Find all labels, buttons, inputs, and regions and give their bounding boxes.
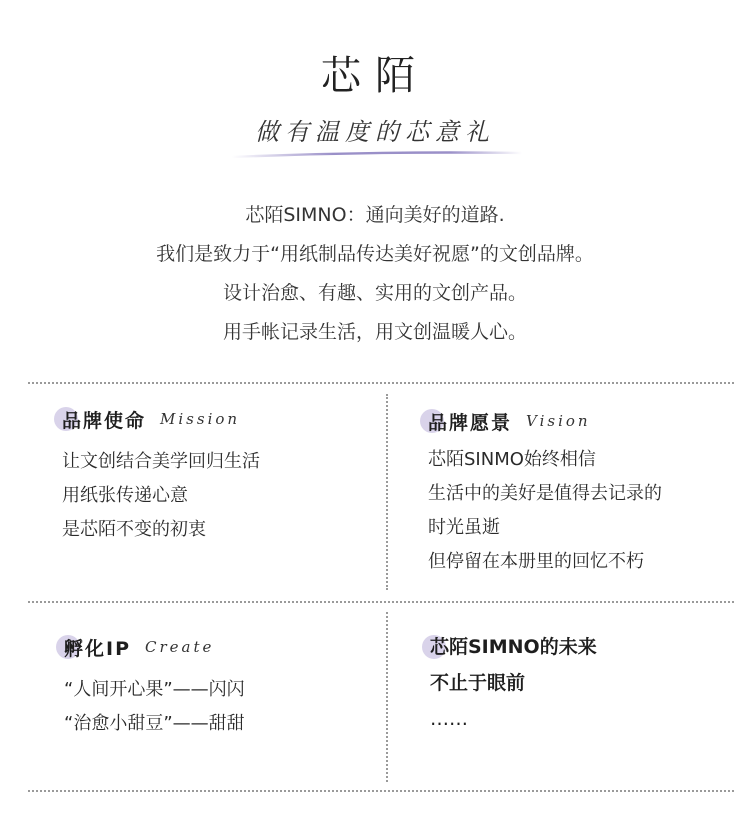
create-text [64,673,245,741]
vision-title: 品牌愿景 [428,411,513,434]
divider-bottom [28,790,734,792]
future-line: 不止于眼前 [430,672,526,694]
brand-intro [0,196,750,352]
future-ellipsis: …… [430,708,468,730]
mission-line: 是芯陌不变的初衷 [62,519,206,540]
create-subtitle: Create [145,638,215,656]
mission-text [62,445,260,547]
vision-line: 时光虽逝 [428,517,500,538]
create-title: 孵化IP [64,637,131,660]
vision-header [428,406,591,436]
mission-title: 品牌使命 [62,409,147,432]
mission-subtitle: Mission [160,410,241,428]
vision-text [428,443,662,579]
divider-middle [28,601,734,603]
mission-header [62,404,240,434]
intro-line: 用手帐记录生活，用文创温暖人心。 [222,321,527,343]
divider-top [28,382,734,384]
vision-line: 芯陌SINMO始终相信 [428,449,596,470]
mission-line: 用纸张传递心意 [62,485,188,506]
create-line: “治愈小甜豆”——甜甜 [64,713,245,734]
vision-subtitle: Vision [526,412,591,430]
intro-line: 设计治愈、有趣、实用的文创产品。 [222,282,527,304]
future-line: 芯陌SIMNO的未来 [430,636,597,658]
intro-line: 我们是致力于“用纸制品传达美好祝愿”的文创品牌。 [156,243,594,265]
intro-line: 芯陌SIMNO：通向美好的道路. [245,204,505,226]
divider-vertical-upper [386,394,388,590]
mission-line: 让文创结合美学回归生活 [62,451,260,472]
divider-vertical-lower [386,612,388,782]
future-text [430,629,597,737]
brand-slogan: 做有温度的芯意礼 [255,118,495,146]
create-header [64,632,214,662]
slogan-underline [232,151,522,159]
brand-title: 芯陌 [321,53,429,99]
vision-line: 但停留在本册里的回忆不朽 [428,551,644,572]
create-line: “人间开心果”——闪闪 [64,679,245,700]
vision-line: 生活中的美好是值得去记录的 [428,483,662,504]
